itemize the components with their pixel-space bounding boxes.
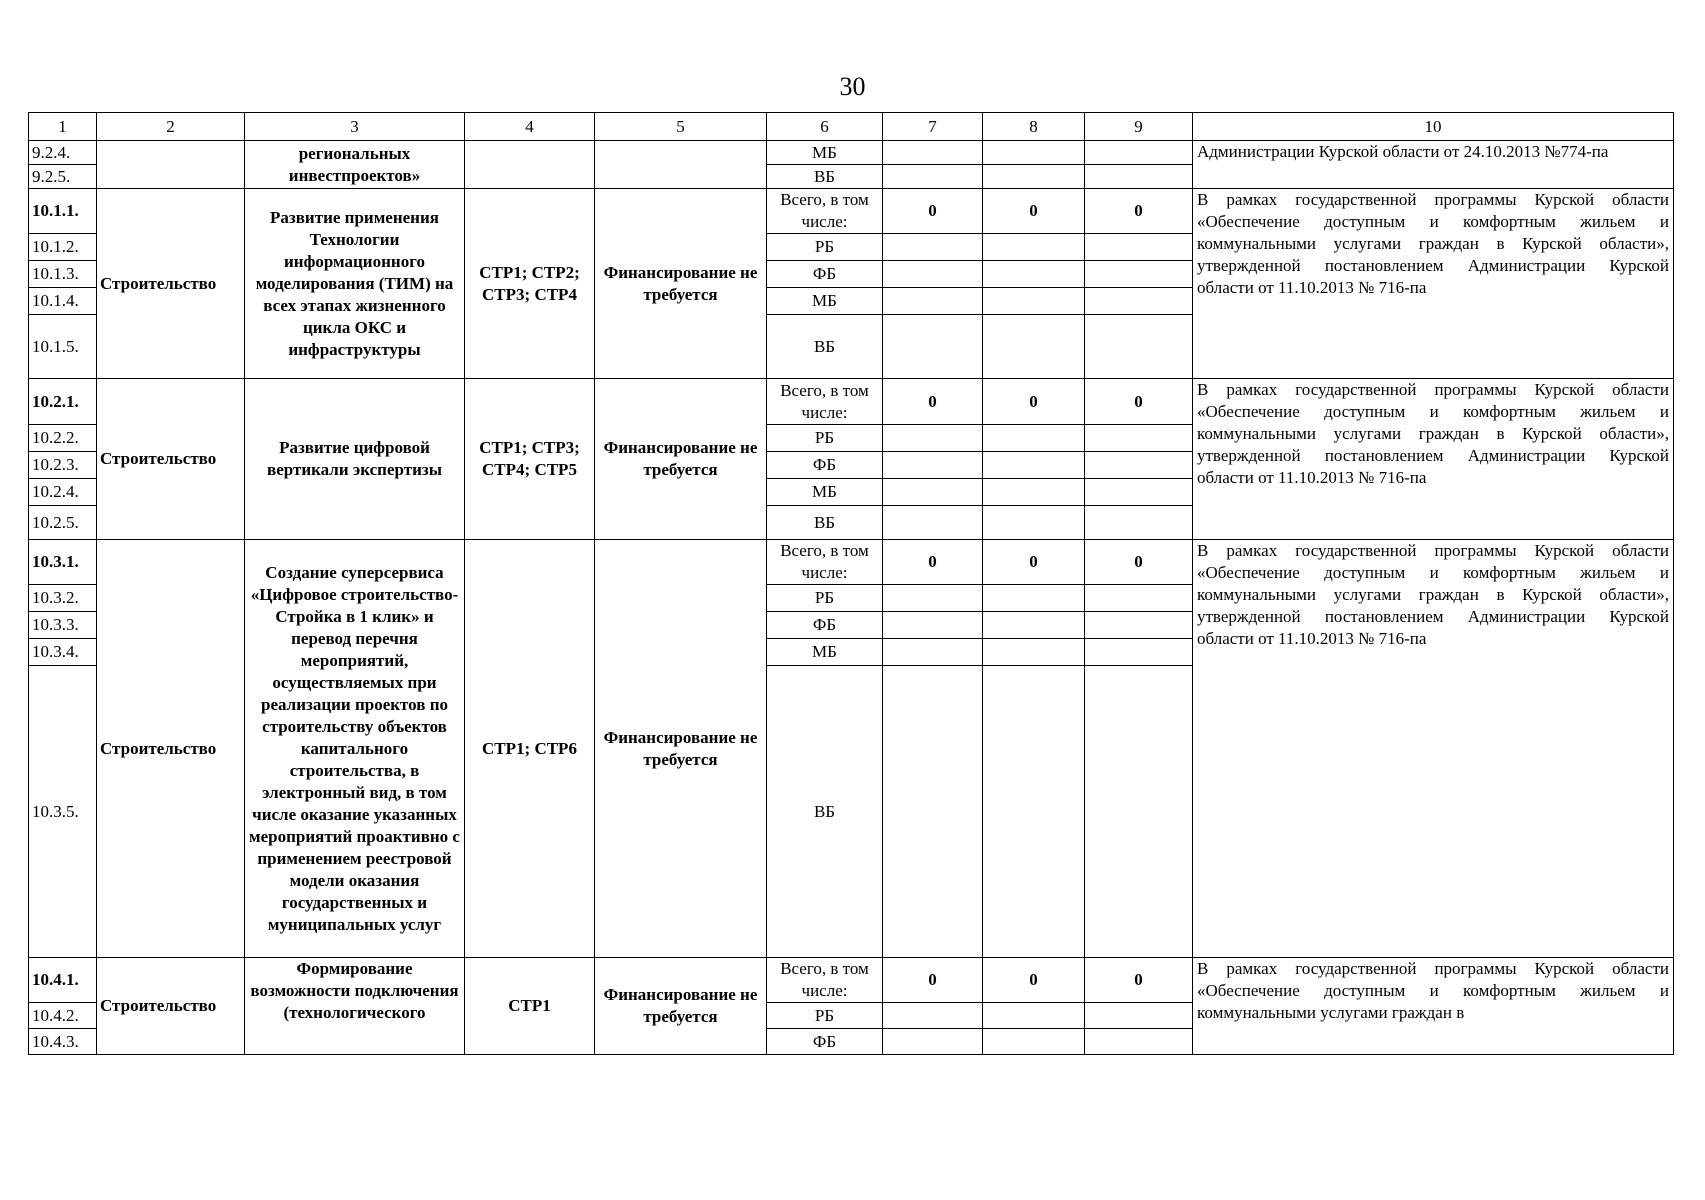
sector-cell: Строительство (97, 379, 245, 540)
event-cell: Развитие цифровой вертикали экспертизы (245, 379, 465, 540)
total-value: 0 (983, 958, 1085, 1003)
budget-source: ВБ (767, 666, 883, 958)
total-value: 0 (883, 540, 983, 585)
budget-source: ВБ (767, 315, 883, 379)
budget-source: ВБ (767, 165, 883, 189)
total-label: Всего, в том числе: (767, 958, 883, 1003)
value-cell (983, 165, 1085, 189)
row-code: 10.2.5. (29, 506, 97, 540)
sector-cell: Строительство (97, 189, 245, 379)
column-header: 10 (1193, 113, 1674, 141)
budget-source: МБ (767, 479, 883, 506)
value-cell (1085, 1029, 1193, 1055)
column-header: 9 (1085, 113, 1193, 141)
value-cell (983, 141, 1085, 165)
table-row (29, 540, 1674, 585)
budget-source: РБ (767, 234, 883, 261)
row-code: 9.2.4. (29, 141, 97, 165)
column-header: 4 (465, 113, 595, 141)
value-cell (983, 612, 1085, 639)
value-cell (1085, 479, 1193, 506)
financing-cell: Финансирование не требуется (595, 189, 767, 379)
row-code: 10.4.3. (29, 1029, 97, 1055)
row-code: 10.1.2. (29, 234, 97, 261)
value-cell (883, 165, 983, 189)
value-cell (883, 479, 983, 506)
value-cell (1085, 585, 1193, 612)
row-code: 10.1.5. (29, 315, 97, 379)
value-cell (883, 288, 983, 315)
budget-source: МБ (767, 639, 883, 666)
event-cell: Развитие применения Технологии информационного моделирования (ТИМ) на всех этапах жизненного цикла ОКС и инфраструктуры (245, 189, 465, 379)
row-code: 10.2.4. (29, 479, 97, 506)
note-cell: В рамках государственной программы Курской области «Обеспечение доступным и комфортным жильем и коммунальными услугами граждан в Курской области», утвержденной постановлением Администрации Курской области от 11.10.2013 № 716-па (1193, 379, 1674, 540)
sector-cell (97, 141, 245, 189)
value-cell (983, 506, 1085, 540)
total-value: 0 (983, 540, 1085, 585)
budget-source: РБ (767, 425, 883, 452)
value-cell (883, 315, 983, 379)
event-cell: Создание суперсервиса «Цифровое строительство-Стройка в 1 клик» и перевод перечня мероприятий, осуществляемых при реализации проектов по строительству объектов капитального строительства, в электронный вид, в том числе оказание указанных мероприятий проактивно с применением реестровой модели оказания государственных и муниципальных услуг (245, 540, 465, 958)
total-value: 0 (983, 379, 1085, 425)
value-cell (1085, 234, 1193, 261)
value-cell (983, 666, 1085, 958)
table-row (29, 958, 1674, 1003)
row-code: 10.3.2. (29, 585, 97, 612)
row-code: 10.3.4. (29, 639, 97, 666)
row-code: 10.2.2. (29, 425, 97, 452)
total-value: 0 (1085, 189, 1193, 234)
value-cell (883, 452, 983, 479)
row-code: 10.1.4. (29, 288, 97, 315)
value-cell (983, 1003, 1085, 1029)
table-row (29, 379, 1674, 425)
financing-cell: Финансирование не требуется (595, 958, 767, 1055)
value-cell (1085, 1003, 1193, 1029)
value-cell (983, 452, 1085, 479)
column-header: 3 (245, 113, 465, 141)
row-code: 10.3.5. (29, 666, 97, 958)
budget-source: ФБ (767, 261, 883, 288)
indicator-cell: СТР1; СТР6 (465, 540, 595, 958)
row-code: 10.1.1. (29, 189, 97, 234)
total-value: 0 (883, 379, 983, 425)
total-label: Всего, в том числе: (767, 189, 883, 234)
row-code: 9.2.5. (29, 165, 97, 189)
budget-source: МБ (767, 141, 883, 165)
note-cell: В рамках государственной программы Курской области «Обеспечение доступным и комфортным жильем и коммунальными услугами граждан в Курской области», утвержденной постановлением Администрации Курской области от 11.10.2013 № 716-па (1193, 540, 1674, 958)
value-cell (983, 261, 1085, 288)
total-value: 0 (983, 189, 1085, 234)
value-cell (883, 1003, 983, 1029)
value-cell (883, 425, 983, 452)
value-cell (1085, 666, 1193, 958)
note-cell: В рамках государственной программы Курской области «Обеспечение доступным и комфортным жильем и коммунальными услугами граждан в Курской области», утвержденной постановлением Администрации Курской области от 11.10.2013 № 716-па (1193, 189, 1674, 379)
value-cell (1085, 506, 1193, 540)
indicator-cell: СТР1; СТР2; СТР3; СТР4 (465, 189, 595, 379)
financing-cell: Финансирование не требуется (595, 540, 767, 958)
budget-source: ФБ (767, 612, 883, 639)
value-cell (883, 506, 983, 540)
budget-source: МБ (767, 288, 883, 315)
value-cell (1085, 639, 1193, 666)
column-header: 6 (767, 113, 883, 141)
total-value: 0 (1085, 540, 1193, 585)
value-cell (883, 666, 983, 958)
total-label: Всего, в том числе: (767, 540, 883, 585)
row-code: 10.3.3. (29, 612, 97, 639)
total-value: 0 (883, 958, 983, 1003)
value-cell (983, 288, 1085, 315)
row-code: 10.1.3. (29, 261, 97, 288)
value-cell (883, 261, 983, 288)
value-cell (1085, 165, 1193, 189)
row-code: 10.2.3. (29, 452, 97, 479)
column-header: 5 (595, 113, 767, 141)
value-cell (983, 639, 1085, 666)
page-number: 30 (839, 72, 866, 101)
value-cell (1085, 261, 1193, 288)
column-header: 8 (983, 113, 1085, 141)
total-label: Всего, в том числе: (767, 379, 883, 425)
value-cell (1085, 425, 1193, 452)
column-number-row (29, 113, 1674, 141)
table-row (29, 141, 1674, 165)
value-cell (983, 585, 1085, 612)
value-cell (1085, 315, 1193, 379)
total-value: 0 (1085, 379, 1193, 425)
value-cell (1085, 288, 1193, 315)
indicator-cell: СТР1 (465, 958, 595, 1055)
value-cell (883, 612, 983, 639)
measures-table (28, 112, 1674, 1055)
event-cell: региональных инвестпроектов» (245, 141, 465, 189)
column-header: 1 (29, 113, 97, 141)
total-value: 0 (883, 189, 983, 234)
indicator-cell: СТР1; СТР3; СТР4; СТР5 (465, 379, 595, 540)
row-code: 10.4.1. (29, 958, 97, 1003)
value-cell (883, 141, 983, 165)
value-cell (1085, 612, 1193, 639)
value-cell (983, 479, 1085, 506)
value-cell (883, 1029, 983, 1055)
table-row (29, 189, 1674, 234)
event-cell: Формирование возможности подключения (технологического (245, 958, 465, 1055)
note-cell: В рамках государственной программы Курской области «Обеспечение доступным и комфортным жильем и коммунальными услугами граждан в (1193, 958, 1674, 1055)
financing-cell: Финансирование не требуется (595, 379, 767, 540)
budget-source: РБ (767, 585, 883, 612)
row-code: 10.2.1. (29, 379, 97, 425)
value-cell (983, 1029, 1085, 1055)
column-header: 7 (883, 113, 983, 141)
financing-cell (595, 141, 767, 189)
value-cell (983, 234, 1085, 261)
budget-source: ВБ (767, 506, 883, 540)
budget-source: ФБ (767, 1029, 883, 1055)
total-value: 0 (1085, 958, 1193, 1003)
sector-cell: Строительство (97, 958, 245, 1055)
value-cell (1085, 452, 1193, 479)
value-cell (883, 234, 983, 261)
budget-source: РБ (767, 1003, 883, 1029)
value-cell (1085, 141, 1193, 165)
sector-cell: Строительство (97, 540, 245, 958)
value-cell (883, 585, 983, 612)
note-cell: Администрации Курской области от 24.10.2013 №774-па (1193, 141, 1674, 189)
column-header: 2 (97, 113, 245, 141)
indicator-cell (465, 141, 595, 189)
value-cell (883, 639, 983, 666)
row-code: 10.3.1. (29, 540, 97, 585)
budget-source: ФБ (767, 452, 883, 479)
value-cell (983, 425, 1085, 452)
row-code: 10.4.2. (29, 1003, 97, 1029)
value-cell (983, 315, 1085, 379)
